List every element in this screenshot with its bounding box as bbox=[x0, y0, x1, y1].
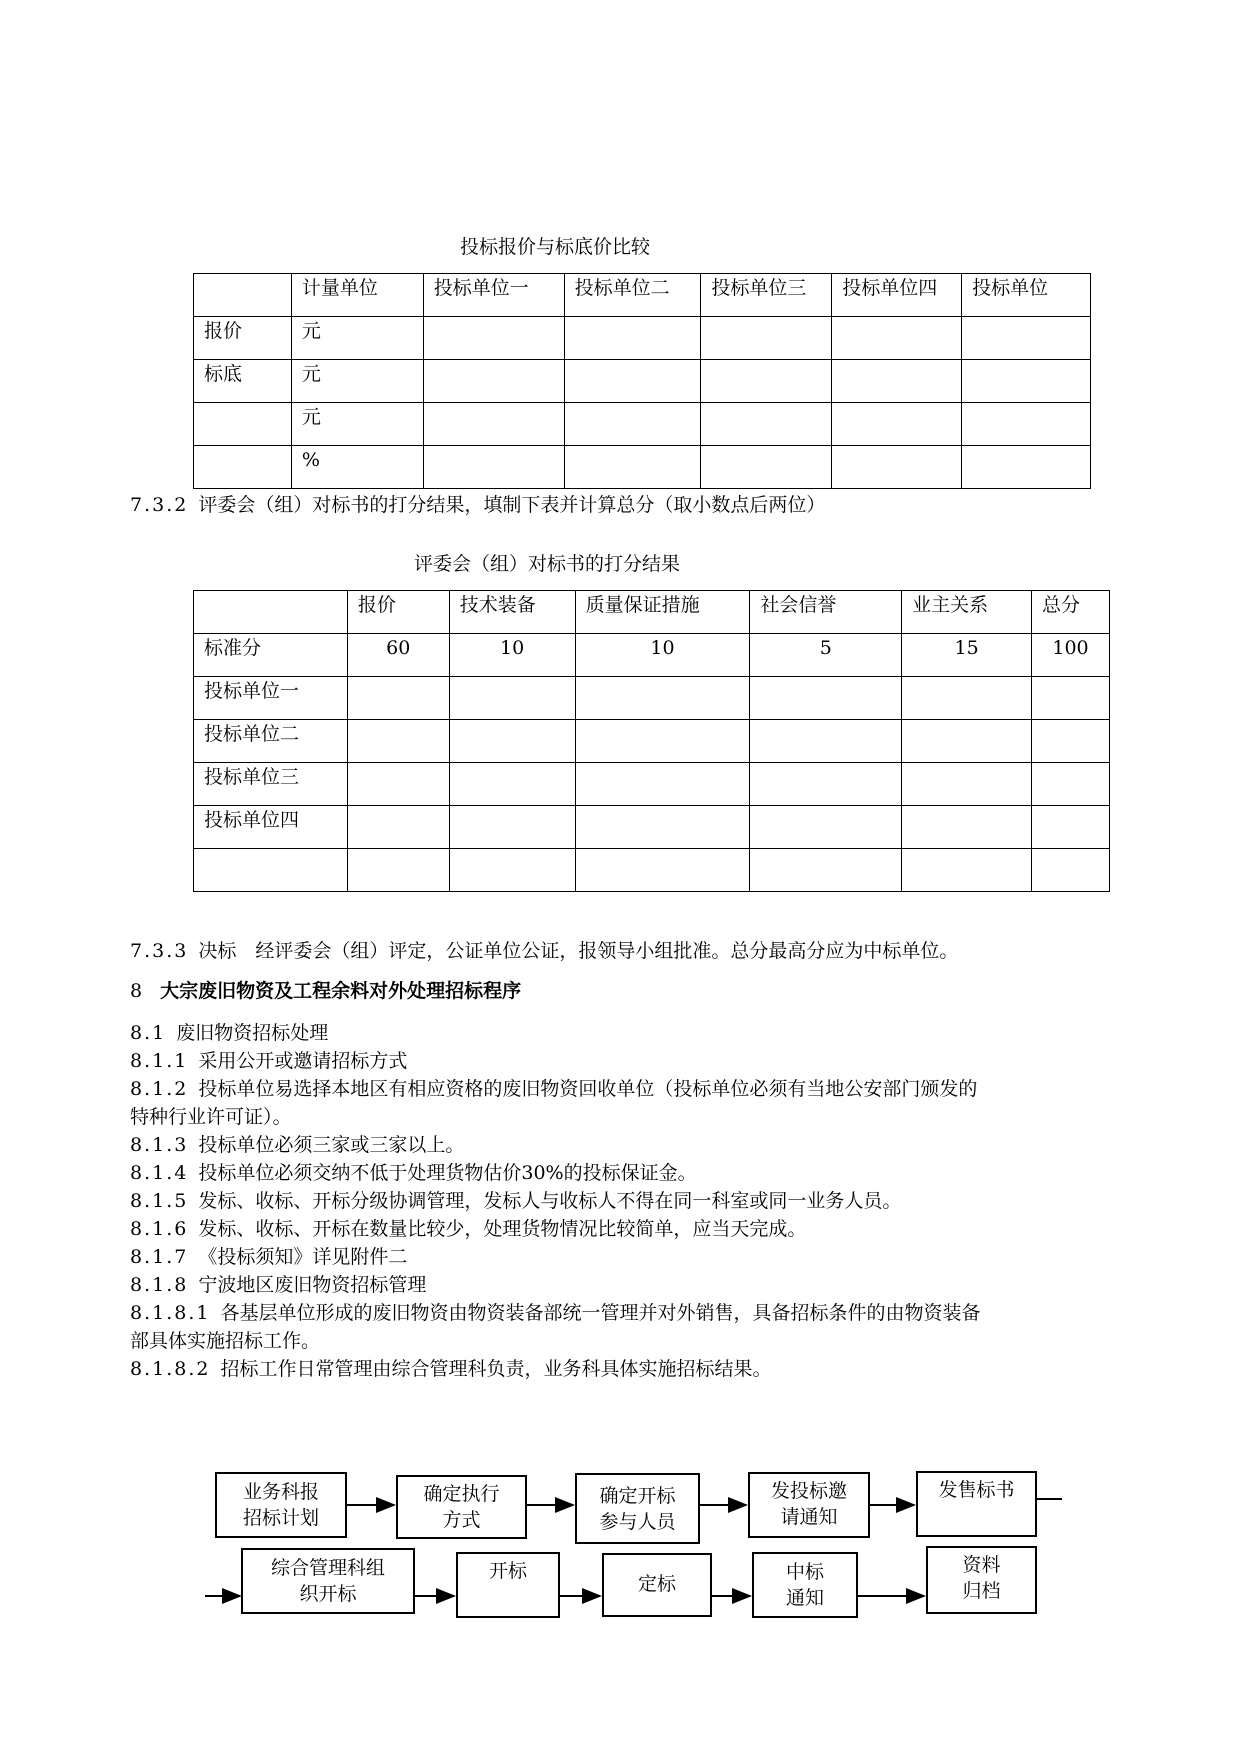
flow-step-text: 招标计划 bbox=[242, 1507, 319, 1529]
table-header-cell: 投标单位 bbox=[962, 274, 1091, 317]
paragraph-text: 宁波地区废旧物资招标管理 bbox=[198, 1274, 427, 1296]
flow-step-text: 方式 bbox=[442, 1509, 481, 1531]
flow-step-execution-method bbox=[396, 1475, 527, 1539]
paragraph-number: 8.1.2 bbox=[130, 1078, 189, 1100]
paragraph-number: 8.1 bbox=[130, 1022, 167, 1044]
paragraph-text: 招标工作日常管理由综合管理科负责，业务科具体实施招标结果。 bbox=[220, 1358, 772, 1380]
table-header-cell: 总分 bbox=[1032, 591, 1110, 634]
flow-step-text: 定标 bbox=[637, 1573, 676, 1595]
table-cell: 元 bbox=[291, 360, 423, 403]
table-cell: 15 bbox=[902, 634, 1032, 677]
table-header-cell: 技术装备 bbox=[449, 591, 575, 634]
paragraph-number: 8.1.8 bbox=[130, 1274, 189, 1296]
table-cell: 报价 bbox=[194, 317, 292, 360]
paragraph-number: 8.1.4 bbox=[130, 1162, 189, 1184]
paragraph-number: 8.1.5 bbox=[130, 1190, 189, 1212]
paragraph-number: 8.1.7 bbox=[130, 1246, 189, 1268]
flow-step-bid-opening bbox=[456, 1552, 560, 1618]
flow-step-archive bbox=[926, 1546, 1037, 1614]
paragraph-text: 评委会（组）对标书的打分结果，填制下表并计算总分（取小数点后两位） bbox=[198, 494, 826, 516]
paragraph-number: 8.1.6 bbox=[130, 1218, 189, 1240]
flow-step-text: 归档 bbox=[962, 1580, 1001, 1602]
paragraph-text: 《投标须知》详见附件二 bbox=[198, 1246, 408, 1268]
flow-step-organize-opening bbox=[241, 1548, 415, 1614]
table-header-cell: 社会信誉 bbox=[750, 591, 902, 634]
paragraph-text: 发标、收标、开标分级协调管理，发标人与收标人不得在同一科室或同一业务人员。 bbox=[198, 1190, 902, 1212]
flow-step-text: 织开标 bbox=[299, 1583, 357, 1605]
flow-step-award bbox=[602, 1553, 712, 1617]
table-cell: 10 bbox=[575, 634, 750, 677]
table-cell: 投标单位三 bbox=[194, 763, 348, 806]
flow-step-text: 确定执行 bbox=[423, 1483, 500, 1505]
flow-step-text: 业务科报 bbox=[242, 1481, 319, 1503]
paragraph-number: 8.1.8.2 bbox=[130, 1358, 211, 1380]
paragraph-text: 采用公开或邀请招标方式 bbox=[198, 1050, 408, 1072]
flow-step-text: 通知 bbox=[785, 1587, 824, 1609]
table-header-cell: 投标单位一 bbox=[423, 274, 564, 317]
paragraph-number: 7.3.3 bbox=[130, 940, 189, 962]
paragraph-number: 8.1.3 bbox=[130, 1134, 189, 1156]
table-cell: % bbox=[291, 446, 423, 489]
table-header-cell: 计量单位 bbox=[291, 274, 423, 317]
paragraph-text: 投标单位必须交纳不低于处理货物估价30%的投标保证金。 bbox=[198, 1162, 697, 1184]
flow-step-text: 参与人员 bbox=[599, 1511, 676, 1533]
paragraph-text: 部具体实施招标工作。 bbox=[130, 1330, 321, 1352]
table-header-cell: 质量保证措施 bbox=[575, 591, 750, 634]
paragraph-text: 特种行业许可证）。 bbox=[130, 1106, 292, 1128]
paragraph-text: 投标单位易选择本地区有相应资格的废旧物资回收单位（投标单位必须有当地公安部门颁发的 bbox=[198, 1078, 978, 1100]
table-header-cell: 投标单位四 bbox=[832, 274, 962, 317]
table-cell: 投标单位二 bbox=[194, 720, 348, 763]
flow-step-invitation-notice bbox=[748, 1472, 870, 1538]
paragraph-text: 发标、收标、开标在数量比较少，处理货物情况比较简单，应当天完成。 bbox=[198, 1218, 807, 1240]
table1-caption: 投标报价与标底价比较 bbox=[460, 236, 651, 258]
flow-step-business-plan bbox=[215, 1472, 347, 1538]
flow-step-opening-personnel bbox=[575, 1473, 700, 1544]
flow-step-text: 确定开标 bbox=[599, 1485, 676, 1507]
table-cell: 标底 bbox=[194, 360, 292, 403]
table-cell: 60 bbox=[347, 634, 449, 677]
flow-step-text: 资料 bbox=[962, 1554, 1001, 1576]
section-number: 8 bbox=[130, 980, 145, 1002]
flow-step-award-notice bbox=[752, 1552, 858, 1618]
table-cell: 100 bbox=[1032, 634, 1110, 677]
table-header-cell: 业主关系 bbox=[902, 591, 1032, 634]
paragraph-text: 废旧物资招标处理 bbox=[176, 1022, 329, 1044]
table-cell: 标准分 bbox=[194, 634, 348, 677]
table-header-cell: 投标单位二 bbox=[564, 274, 701, 317]
flow-step-text: 综合管理科组 bbox=[270, 1557, 385, 1579]
table-cell: 投标单位四 bbox=[194, 806, 348, 849]
table-header-cell: 报价 bbox=[347, 591, 449, 634]
table-cell: 5 bbox=[750, 634, 902, 677]
paragraph-text: 各基层单位形成的废旧物资由物资装备部统一管理并对外销售，具备招标条件的由物资装备 bbox=[220, 1302, 981, 1324]
table-header-cell: 投标单位三 bbox=[701, 274, 832, 317]
flow-step-sell-tender-docs bbox=[916, 1471, 1037, 1537]
table-cell: 元 bbox=[291, 403, 423, 446]
table2-caption: 评委会（组）对标书的打分结果 bbox=[414, 553, 681, 575]
paragraph-number: 8.1.1 bbox=[130, 1050, 189, 1072]
section-title: 大宗废旧物资及工程余料对外处理招标程序 bbox=[160, 980, 522, 1002]
table-cell: 投标单位一 bbox=[194, 677, 348, 720]
table-cell: 元 bbox=[291, 317, 423, 360]
flow-step-text: 中标 bbox=[785, 1561, 824, 1583]
table-cell: 10 bbox=[449, 634, 575, 677]
flow-step-text: 发投标邀 bbox=[770, 1480, 847, 1502]
flow-step-text: 发售标书 bbox=[938, 1479, 1015, 1501]
paragraph-text: 投标单位必须三家或三家以上。 bbox=[198, 1134, 465, 1156]
paragraph-number: 8.1.8.1 bbox=[130, 1302, 211, 1324]
paragraph-number: 7.3.2 bbox=[130, 494, 189, 516]
flow-step-text: 开标 bbox=[488, 1560, 527, 1582]
flow-step-text: 请通知 bbox=[780, 1506, 838, 1528]
paragraph-text: 决标 经评委会（组）评定，公证单位公证，报领导小组批准。总分最高分应为中标单位。 bbox=[198, 940, 959, 962]
